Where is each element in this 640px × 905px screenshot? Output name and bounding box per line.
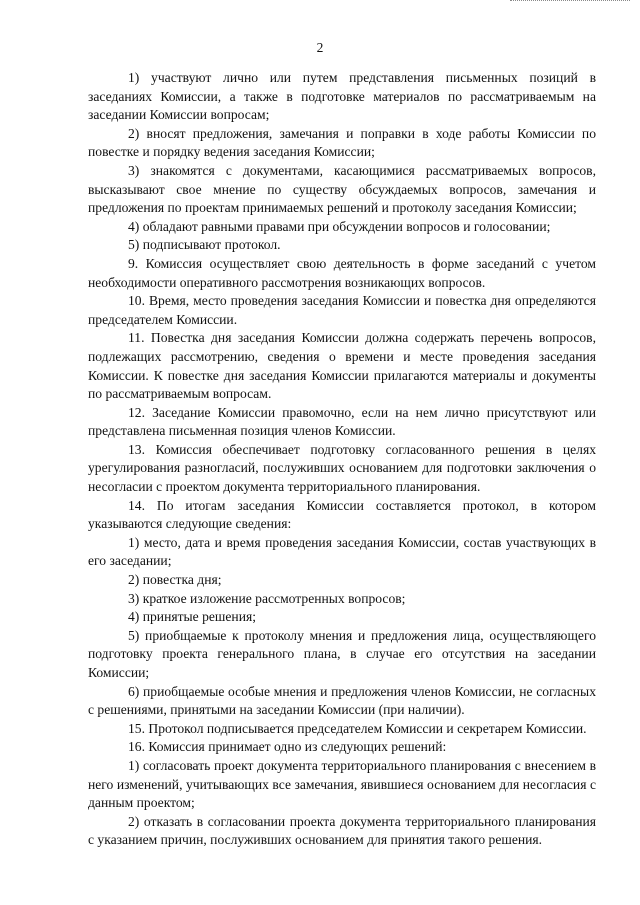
paragraph-item-14: 14. По итогам заседания Комиссии составляется протокол, в котором указываются следующие сведения: [88, 497, 596, 532]
paragraph-protocol-opinions: 5) приобщаемые к протоколу мнения и предложения лица, осуществляющего подготовку проекта генерального плана, в случае его отсутствия на заседании Комиссии; [88, 627, 596, 680]
paragraph-protocol-dissent: 6) приобщаемые особые мнения и предложения членов Комиссии, не согласных с решениями, принятыми на заседании Комиссии (при наличии). [88, 683, 596, 718]
paragraph-item-12: 12. Заседание Комиссии правомочно, если на нем лично присутствуют или представлена письменная позиция членов Комиссии. [88, 404, 596, 439]
paragraph-sign-protocol: 5) подписывают протокол. [128, 237, 281, 253]
paragraph-protocol-decisions: 4) принятые решения; [128, 609, 257, 625]
paragraph-item-11: 11. Повестка дня заседания Комиссии должна содержать перечень вопросов, подлежащих рассмотрению, сведения о времени и месте проведения заседания Комиссии. К повестке дня заседания Комиссии прилагаются материалы и документы по рассматриваемым вопросам. [88, 330, 596, 402]
scan-edge-mark [510, 0, 630, 3]
paragraph-item-13: 13. Комиссия обеспечивает подготовку согласованного решения в целях урегулирования разногласий, послуживших основанием для подготовки заключения о несогласии с проектом документа территориального планирования. [88, 441, 596, 495]
paragraph-item-9: 9. Комиссия осуществляет свою деятельность в форме заседаний с учетом необходимости оперативного рассмотрения возникающих вопросов. [88, 255, 596, 290]
paragraph-documents: 3) знакомятся с документами, касающимися рассматриваемых вопросов, высказывают свое мнение по существу обсуждаемых вопросов, замечания и предложения по проектам принимаемых решений и протоколу заседания Комиссии; [88, 162, 596, 216]
paragraph-equal-rights: 4) обладают равными правами при обсуждении вопросов и голосовании; [128, 218, 551, 234]
paragraph-proposals: 2) вносят предложения, замечания и поправки в ходе работы Комиссии по повестке и порядку ведения заседания Комиссии; [88, 125, 596, 160]
paragraph-participate: 1) участвуют лично или путем представления письменных позиций в заседаниях Комиссии, а также в подготовке материалов по рассматриваемым на заседании Комиссии вопросам; [88, 70, 596, 123]
paragraph-item-10: 10. Время, место проведения заседания Комиссии и повестка дня определяются председателем Комиссии. [88, 293, 596, 327]
paragraph-decision-refuse: 2) отказать в согласовании проекта документа территориального планирования с указанием причин, послуживших основанием для принятия такого решения. [88, 813, 596, 848]
paragraph-item-16: 16. Комиссия принимает одно из следующих решений: [128, 739, 447, 755]
paragraph-item-15: 15. Протокол подписывается председателем Комиссии и секретарем Комиссии. [128, 720, 587, 736]
page-number: 2 [316, 40, 324, 55]
paragraph-protocol-summary: 3) краткое изложение рассмотренных вопросов; [128, 590, 406, 606]
document-body [88, 69, 596, 850]
paragraph-protocol-place: 1) место, дата и время проведения заседания Комиссии, состав участвующих в его заседании; [88, 534, 596, 569]
paragraph-protocol-agenda: 2) повестка дня; [128, 572, 222, 588]
paragraph-decision-approve: 1) согласовать проект документа территориального планирования с внесением в него изменений, учитывающих все замечания, явившиеся основанием для несогласия с данным проектом; [88, 757, 596, 811]
